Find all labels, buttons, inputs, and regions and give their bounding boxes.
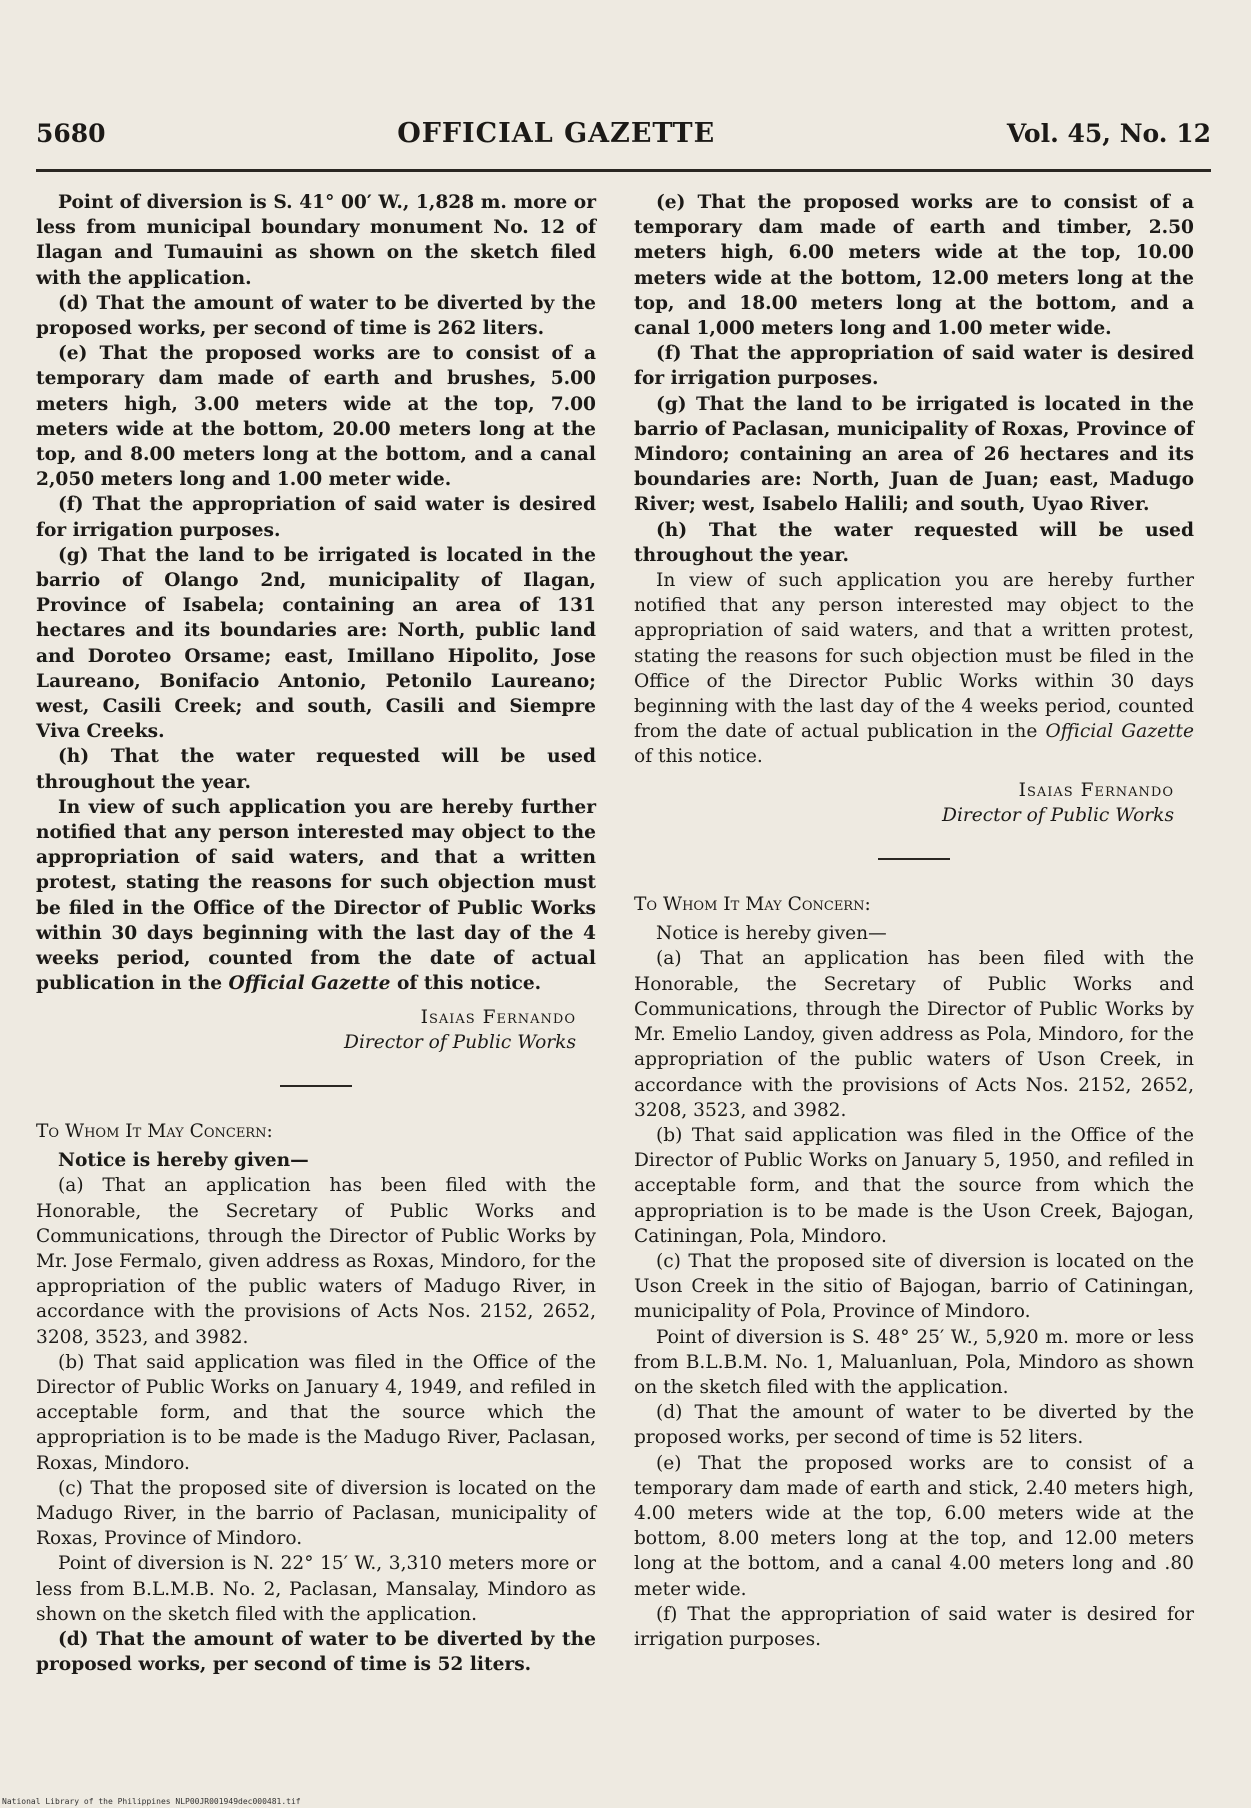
paragraph-text: of this notice. — [396, 973, 542, 995]
signatory-role: Director of Public Works — [942, 804, 1174, 826]
paragraph: Point of diversion is N. 22° 15′ W., 3,310 meters more or less from B.L.M.B. No. 2, Paclasan, Mansalay, Mindoro as shown on the sketch filed with the application. — [36, 1553, 596, 1625]
paragraph: Notice is hereby given— — [656, 923, 887, 945]
paragraph: Point of diversion is S. 41° 00′ W., 1,828 m. more or less from municipal boundary monument No. 12 of Ilagan and Tumauini as shown on the sketch filed with the application. — [36, 192, 596, 289]
signatory-name: Isaias Fernando — [1018, 779, 1174, 801]
paragraph: (a) That an application has been filed with the Honorable, the Secretary of Public Works and Communications, through the Director of Public Works by Mr. Emelio Landoy, given address as Pola, Mindoro, for the appropriation of the public waters of Uson Creek, in accordance with the provisions of Acts Nos. 2152, 2652, 3208, 3523, and 3982. — [634, 948, 1194, 1121]
gazette-name: Official Gazette — [1045, 721, 1194, 743]
paragraph-text: of this notice. — [634, 746, 763, 768]
header-rule — [36, 169, 1211, 172]
paragraph: (h) That the water requested will be used throughout the year. — [634, 519, 1194, 566]
paragraph: (c) That the proposed site of diversion is located on the Madugo River, in the barrio of Paclasan, municipality of Roxas, Province of Mindoro. — [36, 1477, 596, 1550]
volume-number: Vol. 45, No. 12 — [1006, 119, 1211, 148]
paragraph: (e) That the proposed works are to consist of a temporary dam made of earth and brushes, 5.00 meters high, 3.00 meters wide at the top, 7.00 meters wide at the bottom, 20.00 meters long at the top, and 8.00 meters long at the bottom, and a canal 2,050 meters long and 1.00 meter wide. — [36, 343, 596, 491]
paragraph: (d) That the amount of water to be diverted by the proposed works, per second of time is 52 liters. — [634, 1402, 1194, 1449]
paragraph: (b) That said application was filed in the Office of the Director of Public Works on January 5, 1950, and refiled in acceptable form, and that the source from which the appropriation is to be made is the Uson Creek, Bajogan, Catiningan, Pola, Mindoro. — [634, 1124, 1194, 1247]
signature-block — [634, 778, 1174, 828]
publication-title: OFFICIAL GAZETTE — [397, 118, 716, 149]
page-number: 5680 — [36, 119, 106, 148]
notice-heading: To Whom It May Concern: — [634, 894, 871, 916]
paragraph: (g) That the land to be irrigated is located in the barrio of Olango 2nd, municipality of Ilagan, Province of Isabela; containing an area of 131 hectares and its boundaries are: North, public land and Doroteo Orsame; east, Imillano Hipolito, Jose Laureano, Bonifacio Antonio, Petonilo Laureano; west, Casili Creek; and south, Casili and Siempre Viva Creeks. — [36, 544, 596, 743]
paragraph: (b) That said application was filed in the Office of the Director of Public Works on January 4, 1949, and refiled in acceptable form, and that the source which the appropriation is to be made is the Madugo River, Paclasan, Roxas, Mindoro. — [36, 1351, 596, 1474]
paragraph — [634, 568, 1194, 770]
paragraph: (e) That the proposed works are to consist of a temporary dam made of earth and timber, 2.50 meters high, 6.00 meters wide at the top, 10.00 meters wide at the bottom, 12.00 meters long at the top, and 18.00 meters long at the bottom, and a canal 1,000 meters long and 1.00 meter wide. — [634, 192, 1194, 340]
paragraph: (f) That the appropriation of said water is desired for irrigation purposes. — [36, 494, 596, 541]
paragraph: Point of diversion is S. 48° 25′ W., 5,920 m. more or less from B.L.B.M. No. 1, Maluanluan, Pola, Mindoro as shown on the sketch filed with the application. — [634, 1326, 1194, 1398]
gazette-name: Official Gazette — [228, 973, 391, 995]
paragraph: (f) That the appropriation of said water is desired for irrigation purposes. — [634, 343, 1194, 390]
paragraph: (d) That the amount of water to be diverted by the proposed works, per second of time is 262 liters. — [36, 292, 596, 340]
paragraph-text: In view of such application you are hereby further notified that any person interested may object to the appropriation of said waters, and that a written protest, stating the reasons for such objection must be filed in the Office of the Director of Public Works within 30 days beginning with the last day of the 4 weeks period, counted from the date of actual publication in the — [36, 796, 596, 995]
left-column — [36, 190, 596, 1677]
paragraph — [36, 795, 596, 997]
signatory-role: Director of Public Works — [344, 1031, 576, 1053]
paragraph: (g) That the land to be irrigated is located in the barrio of Paclasan, municipality of Roxas, Province of Mindoro; containing an area of 26 hectares and its boundaries are: North, Juan de Juan; east, Madugo River; west, Isabelo Halili; and south, Uyao River. — [634, 393, 1194, 516]
paragraph: (d) That the amount of water to be diverted by the proposed works, per second of time is 52 liters. — [36, 1628, 596, 1676]
signature-block — [36, 1005, 576, 1055]
notice-heading: To Whom It May Concern: — [36, 1120, 273, 1142]
paragraph: Notice is hereby given— — [58, 1150, 309, 1172]
section-divider — [280, 1085, 352, 1087]
paragraph: (e) That the proposed works are to consist of a temporary dam made of earth and stick, 2.40 meters high, 4.00 meters wide at the top, 6.00 meters wide at the bottom, 8.00 meters long at the top, and 12.00 meters long at the bottom, and a canal 4.00 meters long and .80 meter wide. — [634, 1452, 1194, 1600]
paragraph: (a) That an application has been filed with the Honorable, the Secretary of Public Works and Communications, through the Director of Public Works by Mr. Jose Fermalo, given address as Roxas, Mindoro, for the appropriation of the public waters of Madugo River, in accordance with the provisions of Acts Nos. 2152, 2652, 3208, 3523, and 3982. — [36, 1175, 596, 1348]
scan-footer: National Library of the Philippines NLP00JR001949dec000481.tif — [2, 1797, 301, 1806]
paragraph: (f) That the appropriation of said water is desired for irrigation purposes. — [634, 1603, 1194, 1650]
section-divider — [878, 858, 950, 860]
paragraph: (c) That the proposed site of diversion is located on the Uson Creek in the sitio of Bajogan, barrio of Catiningan, municipality of Pola, Province of Mindoro. — [634, 1250, 1194, 1323]
signatory-name: Isaias Fernando — [420, 1006, 576, 1028]
page-header — [36, 118, 1211, 158]
paragraph: (h) That the water requested will be used throughout the year. — [36, 746, 596, 793]
right-column — [634, 190, 1194, 1652]
paragraph-text: In view of such application you are hereby further notified that any person interested may object to the appropriation of said waters, and that a written protest, stating the reasons for such objection must be filed in the Office of the Director Public Works within 30 days beginning with the last day of the 4 weeks period, counted from the date of actual publication in the — [634, 570, 1194, 743]
